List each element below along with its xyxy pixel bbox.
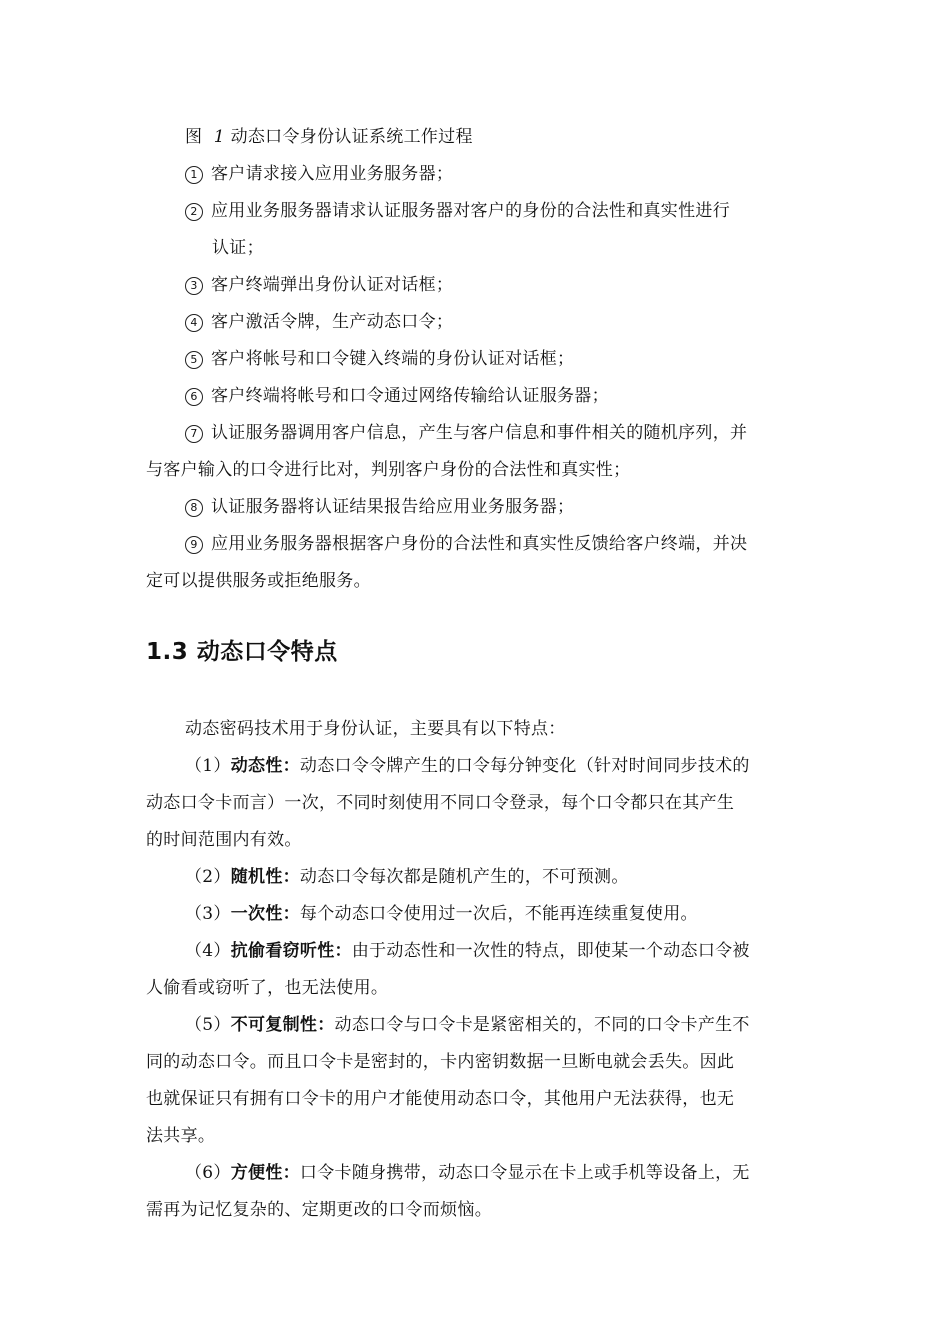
step-text-continuation: 定可以提供服务或拒绝服务。 [146, 571, 371, 591]
feature-text-continuation: 的时间范围内有效。 [146, 830, 302, 850]
step-text: 应用业务服务器请求认证服务器对客户的身份的合法性和真实性进行 [211, 201, 730, 221]
feature-item [185, 939, 750, 963]
feature-item [185, 754, 750, 778]
step-item [185, 495, 574, 519]
feature-text-continuation: 同的动态口令。而且口令卡是密封的，卡内密钥数据一旦断电就会丢失。因此 [146, 1052, 735, 1072]
step-item [185, 347, 574, 371]
feature-text-continuation: 动态口令卡而言）一次，不同时刻使用不同口令登录，每个口令都只在其产生 [146, 793, 735, 813]
feature-number: （3） [185, 904, 231, 924]
feature-text: 动态口令令牌产生的口令每分钟变化（针对时间同步技术的 [299, 756, 750, 776]
section-heading: 1.3 动态口令特点 [146, 639, 338, 665]
feature-item [185, 902, 698, 926]
step-marker: 4 [185, 314, 203, 332]
feature-text: 动态口令与口令卡是紧密相关的，不同的口令卡产生不 [334, 1015, 750, 1035]
feature-text: 口令卡随身携带，动态口令显示在卡上或手机等设备上，无 [299, 1163, 750, 1183]
feature-term: 抗偷看窃听性： [230, 941, 352, 961]
feature-text-continuation: 法共享。 [146, 1126, 216, 1146]
step-item [185, 199, 730, 223]
feature-number: （1） [185, 756, 231, 776]
step-marker: 9 [185, 536, 203, 554]
feature-number: （2） [185, 867, 231, 887]
feature-term: 不可复制性： [230, 1015, 335, 1035]
feature-term: 随机性： [230, 867, 300, 887]
step-text: 认证服务器调用客户信息，产生与客户信息和事件相关的随机序列，并 [211, 423, 748, 443]
step-text: 客户终端弹出身份认证对话框； [211, 275, 454, 295]
feature-term: 方便性： [230, 1163, 300, 1183]
step-text: 客户激活令牌，生产动态口令； [211, 312, 454, 332]
feature-text: 每个动态口令使用过一次后，不能再连续重复使用。 [299, 904, 698, 924]
step-marker: 3 [185, 277, 203, 295]
figure-caption-text: 动态口令身份认证系统工作过程 [230, 127, 473, 147]
step-text: 应用业务服务器根据客户身份的合法性和真实性反馈给客户终端，并决 [211, 534, 748, 554]
step-item [185, 421, 747, 445]
intro-paragraph: 动态密码技术用于身份认证，主要具有以下特点： [185, 719, 566, 739]
step-marker: 5 [185, 351, 203, 369]
step-marker: 8 [185, 499, 203, 517]
figure-caption-prefix: 图 [185, 127, 203, 147]
feature-text-continuation: 需再为记忆复杂的、定期更改的口令而烦恼。 [146, 1200, 492, 1220]
feature-number: （4） [185, 941, 231, 961]
step-text: 客户请求接入应用业务服务器； [211, 164, 454, 184]
feature-item [185, 865, 629, 889]
feature-item [185, 1013, 750, 1037]
figure-caption-number: 1 [213, 127, 225, 147]
figure-caption [185, 125, 473, 149]
step-text: 客户将帐号和口令键入终端的身份认证对话框； [211, 349, 575, 369]
step-item [185, 310, 453, 334]
feature-text-continuation: 人偷看或窃听了，也无法使用。 [146, 978, 389, 998]
step-item [185, 162, 453, 186]
step-text: 客户终端将帐号和口令通过网络传输给认证服务器； [211, 386, 609, 406]
feature-text-continuation: 也就保证只有拥有口令卡的用户才能使用动态口令，其他用户无法获得，也无 [146, 1089, 735, 1109]
step-item [185, 532, 747, 556]
feature-text: 动态口令每次都是随机产生的，不可预测。 [299, 867, 629, 887]
feature-number: （6） [185, 1163, 231, 1183]
step-marker: 1 [185, 166, 203, 184]
feature-item [185, 1161, 750, 1185]
step-marker: 7 [185, 425, 203, 443]
feature-term: 一次性： [230, 904, 300, 924]
step-text-continuation: 认证； [212, 238, 264, 258]
step-marker: 2 [185, 203, 203, 221]
step-marker: 6 [185, 388, 203, 406]
step-item [185, 273, 453, 297]
step-text: 认证服务器将认证结果报告给应用业务服务器； [211, 497, 575, 517]
feature-number: （5） [185, 1015, 231, 1035]
feature-term: 动态性： [230, 756, 300, 776]
step-text-continuation: 与客户输入的口令进行比对，判别客户身份的合法性和真实性； [146, 460, 631, 480]
step-item [185, 384, 609, 408]
feature-text: 由于动态性和一次性的特点，即使某一个动态口令被 [351, 941, 750, 961]
